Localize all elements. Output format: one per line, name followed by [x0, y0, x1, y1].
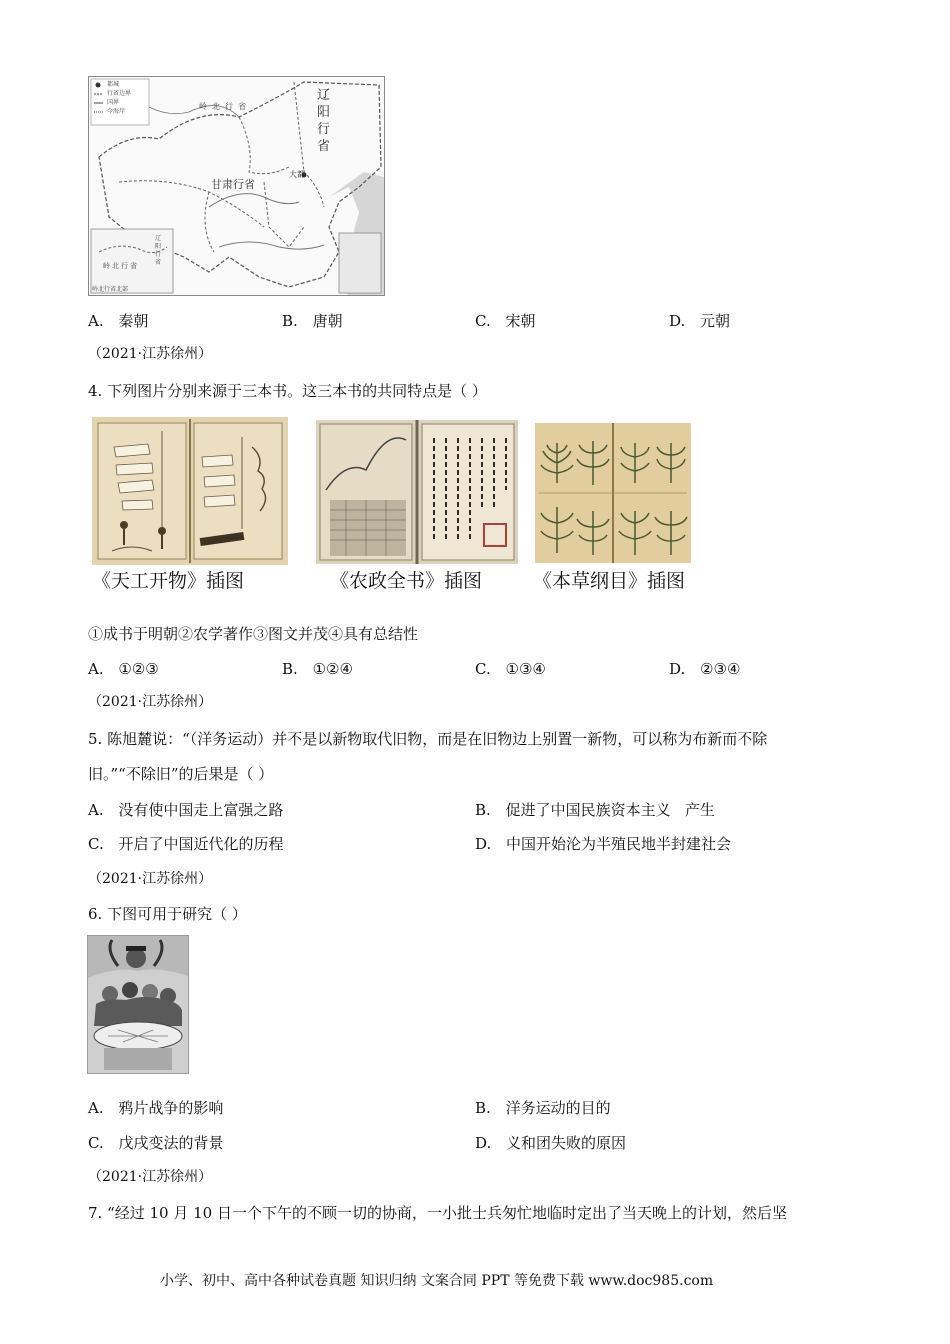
- q6-option-d[interactable]: [475, 1133, 626, 1153]
- political-cartoon-image: [87, 935, 189, 1074]
- q3-option-b[interactable]: [282, 311, 343, 331]
- option-text: ①③④: [505, 660, 546, 678]
- option-text: 义和团失败的原因: [506, 1134, 627, 1152]
- q6-option-c[interactable]: [88, 1133, 224, 1153]
- option-text: 元朝: [700, 312, 731, 330]
- option-text: 鸦片战争的影响: [118, 1099, 224, 1117]
- map-label-liaoyang: 辽阳行省: [317, 88, 331, 154]
- q5-option-c[interactable]: [88, 834, 284, 854]
- q7-source: （2021·江苏徐州）: [88, 1169, 213, 1185]
- option-text: 开启了中国近代化的历程: [118, 835, 284, 853]
- option-letter: A.: [88, 660, 104, 678]
- q3-option-c[interactable]: [475, 311, 536, 331]
- legend-item: 今海岸: [107, 108, 126, 115]
- q3-option-a[interactable]: [88, 311, 148, 331]
- q7-stem-line1: 7. “经过 10 月 10 日一个下午的不顾一切的协商，一小批士兵匆忙地临时定出了当天晚上的计划，然后坚: [88, 1204, 787, 1222]
- map-label-gansu: 甘肃行省: [211, 178, 255, 191]
- q4-option-b[interactable]: [282, 659, 353, 679]
- q4-statements: ①成书于明朝②农学著作③图文并茂④具有总结性: [88, 625, 419, 643]
- option-letter: D.: [669, 660, 686, 678]
- option-letter: B.: [282, 660, 298, 678]
- q4-stem: 4. 下列图片分别来源于三本书。这三本书的共同特点是（ ）: [88, 382, 487, 400]
- option-text: ②③④: [700, 660, 741, 678]
- q3-option-d[interactable]: [669, 311, 730, 331]
- q4-option-c[interactable]: [475, 659, 546, 679]
- yuan-dynasty-map: [88, 76, 385, 296]
- option-letter: C.: [88, 1134, 104, 1152]
- caption-bencao-gangmu: 《本草纲目》插图: [533, 570, 686, 592]
- q6-option-a[interactable]: [88, 1098, 223, 1118]
- option-text: 秦朝: [118, 312, 149, 330]
- option-text: ①②③: [118, 660, 159, 678]
- q6-source: （2021·江苏徐州）: [88, 871, 213, 887]
- q5-source: （2021·江苏徐州）: [88, 694, 213, 710]
- option-text: 没有使中国走上富强之路: [118, 801, 284, 819]
- q5-stem-line1: 5. 陈旭麓说：“（洋务运动）并不是以新物取代旧物，而是在旧物边上别置一新物，可以称为布新而不除: [88, 730, 768, 748]
- tiangong-kaiwu-illustration: [92, 417, 288, 565]
- option-text: 中国开始沦为半殖民地半封建社会: [506, 835, 732, 853]
- map-label-dadu: 大都: [289, 170, 305, 179]
- option-text: 洋务运动的目的: [505, 1099, 611, 1117]
- inset-label-lingbei: 岭北行省: [103, 262, 139, 270]
- option-letter: D.: [669, 312, 686, 330]
- caption-tiangong-kaiwu: 《天工开物》插图: [92, 570, 245, 592]
- q5-option-a[interactable]: [88, 800, 283, 820]
- option-letter: A.: [88, 312, 104, 330]
- q5-option-b[interactable]: [475, 800, 715, 820]
- option-letter: D.: [475, 835, 492, 853]
- inset-label-liaoyang: 辽阳行省: [155, 235, 162, 266]
- option-text: 戊戌变法的背景: [118, 1134, 224, 1152]
- page-footer: 小学、初中、高中各种试卷真题 知识归纳 文案合同 PPT 等免费下载 www.doc985.com: [160, 1273, 714, 1289]
- q5-option-d[interactable]: [475, 834, 731, 854]
- q6-stem: 6. 下图可用于研究（ ）: [88, 905, 247, 923]
- option-text: 唐朝: [312, 312, 343, 330]
- option-text: 促进了中国民族资本主义 产生: [505, 801, 715, 819]
- nongzheng-quanshu-illustration: [316, 420, 518, 564]
- option-text: ①②④: [312, 660, 353, 678]
- legend-item: 国界: [107, 99, 120, 106]
- inset-caption: 岭北行省北部: [92, 286, 129, 293]
- q5-stem-line2: 旧。”“不除旧”的后果是（ ）: [88, 765, 274, 783]
- option-letter: C.: [475, 312, 491, 330]
- option-letter: C.: [475, 660, 491, 678]
- option-letter: B.: [282, 312, 298, 330]
- q4-source: （2021·江苏徐州）: [88, 346, 213, 362]
- option-letter: C.: [88, 835, 104, 853]
- option-letter: A.: [88, 1099, 104, 1117]
- q4-option-d[interactable]: [669, 659, 740, 679]
- map-label-lingbei: 岭北行省: [199, 102, 251, 111]
- legend-item: 都城: [107, 81, 120, 88]
- option-letter: B.: [475, 801, 491, 819]
- q6-option-b[interactable]: [475, 1098, 611, 1118]
- legend-item: 行省边界: [107, 90, 132, 97]
- bencao-gangmu-illustration: [535, 423, 691, 563]
- caption-nongzheng-quanshu: 《农政全书》插图: [330, 570, 483, 592]
- option-letter: D.: [475, 1134, 492, 1152]
- option-letter: B.: [475, 1099, 491, 1117]
- q4-option-a[interactable]: [88, 659, 159, 679]
- option-letter: A.: [88, 801, 104, 819]
- option-text: 宋朝: [505, 312, 536, 330]
